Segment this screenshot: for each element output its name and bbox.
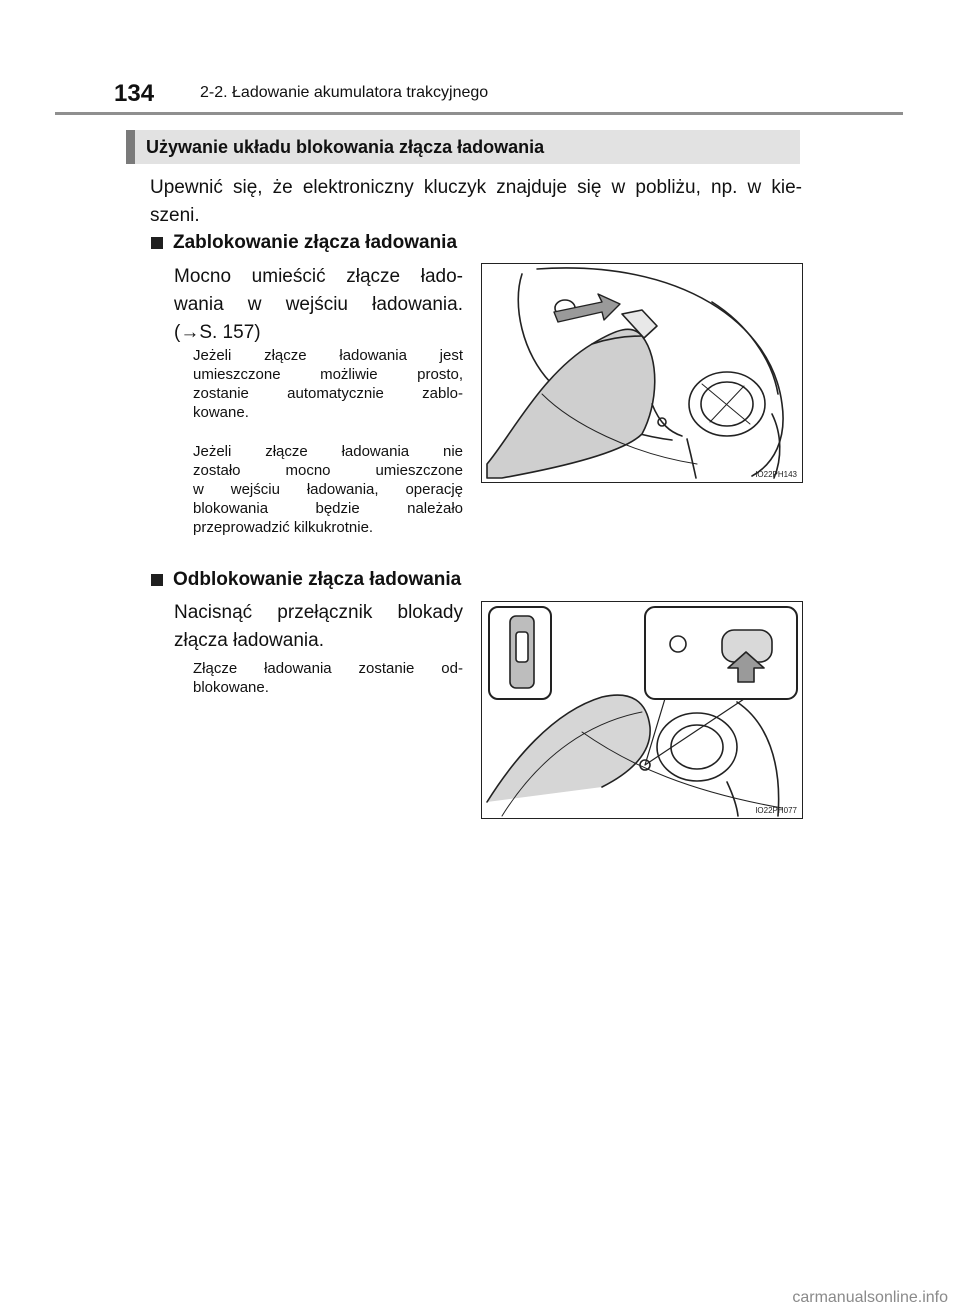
housing-edge bbox=[737, 702, 779, 816]
note-line: umieszczone możliwie prosto, bbox=[193, 366, 463, 383]
connector-body bbox=[487, 329, 655, 478]
inlet-cap-inner bbox=[671, 725, 723, 769]
switch-callout-box bbox=[645, 607, 797, 699]
figure-code: IO22PH143 bbox=[755, 470, 797, 479]
note-line: Jeżeli złącze ładowania nie bbox=[193, 443, 463, 460]
note-line: zostanie automatycznie zablo- bbox=[193, 385, 463, 402]
lock-instructions bbox=[174, 263, 463, 347]
connector-body bbox=[487, 695, 650, 802]
note-line: Złącze ładowania zostanie od- bbox=[193, 660, 463, 677]
note-line: zostało mocno umieszczone bbox=[193, 462, 463, 479]
unlock-figure bbox=[481, 601, 803, 819]
note-line: Jeżeli złącze ładowania jest bbox=[193, 347, 463, 364]
intro-paragraph bbox=[150, 174, 802, 230]
lock-note-1 bbox=[193, 346, 463, 422]
footer-watermark: carmanualsonline.info bbox=[792, 1289, 948, 1306]
note-line: w wejściu ładowania, operację bbox=[193, 481, 463, 498]
unlock-heading-text: Odblokowanie złącza ładowania bbox=[173, 569, 462, 590]
intro-line: szeni. bbox=[150, 205, 200, 226]
header-rule bbox=[55, 112, 903, 115]
callout-leader bbox=[645, 692, 747, 765]
lock-body-line: (→S. 157) bbox=[174, 322, 261, 343]
section-title-box bbox=[126, 130, 800, 164]
key-fob-button bbox=[516, 632, 528, 662]
title-accent-bar bbox=[126, 130, 135, 164]
note-line: blokowania będzie należało bbox=[193, 500, 463, 517]
section-title: Używanie układu blokowania złącza ładowania bbox=[146, 137, 545, 157]
lock-body-line: wania w wejściu ładowania. bbox=[174, 294, 463, 315]
intro-line: Upewnić się, że elektroniczny kluczyk znajduje się w pobliżu, np. w kie- bbox=[150, 177, 802, 198]
unlock-note bbox=[193, 659, 463, 697]
inlet-cap bbox=[657, 713, 737, 781]
cap-ribs bbox=[702, 384, 750, 424]
unlock-body-line: Nacisnąć przełącznik blokady bbox=[174, 602, 463, 623]
inlet-rim bbox=[712, 302, 778, 394]
lock-figure bbox=[481, 263, 803, 483]
unlock-body-line: złącza ładowania. bbox=[174, 630, 324, 651]
unlock-instructions bbox=[174, 599, 463, 655]
note-line: przeprowadzić kilkukrotnie. bbox=[193, 519, 374, 536]
cable-line bbox=[687, 439, 696, 478]
lock-heading-text: Zablokowanie złącza ładowania bbox=[173, 232, 458, 253]
square-bullet-icon bbox=[151, 574, 163, 586]
hinge-line bbox=[652, 404, 682, 436]
note-line: blokowane. bbox=[193, 679, 269, 696]
lock-body-line: Mocno umieścić złącze łado- bbox=[174, 266, 463, 287]
figure-code: IO22PH077 bbox=[755, 806, 797, 815]
connector-unlock-illustration bbox=[482, 602, 802, 818]
section-header: 2-2. Ładowanie akumulatora trakcyjnego bbox=[200, 84, 489, 101]
charging-connector-illustration bbox=[482, 264, 802, 482]
page-number: 134 bbox=[114, 80, 155, 107]
lock-note-2 bbox=[193, 442, 463, 537]
square-bullet-icon bbox=[151, 237, 163, 249]
note-line: kowane. bbox=[193, 404, 249, 421]
